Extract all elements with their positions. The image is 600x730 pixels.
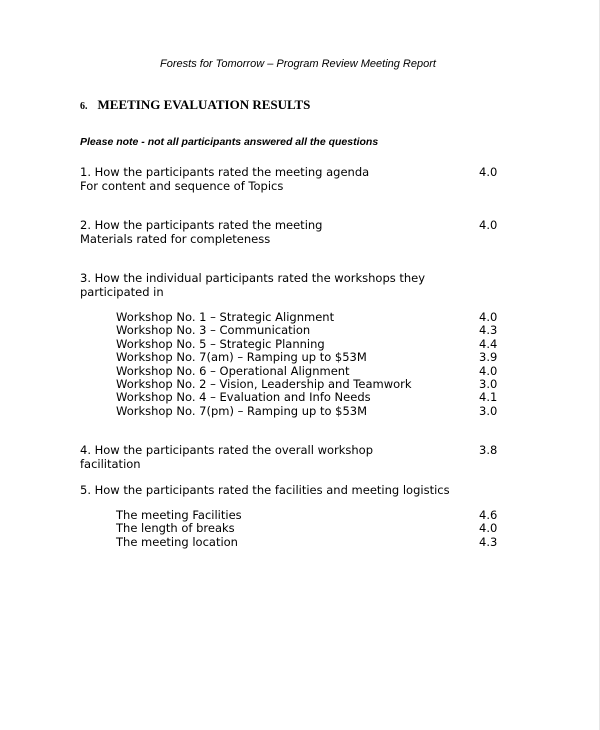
question-3-line-1: 3. How the individual participants rated the workshops they	[80, 271, 426, 285]
question-3-line-2: participated in	[80, 285, 164, 299]
workshop-label: Workshop No. 4 – Evaluation and Info Needs	[116, 390, 371, 405]
question-1-line-1: 1. How the participants rated the meeting agenda	[80, 165, 370, 179]
workshop-value: 3.0	[479, 377, 498, 391]
facility-label: The length of breaks	[116, 521, 235, 536]
question-4-line-1: 4. How the participants rated the overall workshop	[80, 443, 374, 457]
workshop-value: 3.0	[479, 403, 498, 418]
workshop-value: 4.3	[479, 323, 498, 338]
question-1-line-2: For content and sequence of Topics	[80, 179, 284, 193]
question-4-line-2: facilitation	[80, 457, 141, 471]
question-2-line-1: 2. How the participants rated the meeting	[80, 218, 323, 232]
workshop-label: Workshop No. 2 – Vision, Leadership and Teamwork	[116, 377, 412, 391]
workshop-value: 4.1	[479, 390, 498, 405]
facility-label: The meeting Facilities	[116, 508, 242, 522]
section-heading	[80, 97, 310, 114]
question-2-value: 4.0	[479, 218, 498, 232]
workshop-label: Workshop No. 5 – Strategic Planning	[116, 336, 325, 351]
workshop-value: 4.0	[479, 363, 498, 378]
question-4-value: 3.8	[479, 443, 498, 457]
facility-value: 4.0	[479, 521, 498, 536]
question-5-line-1: 5. How the participants rated the facilities and meeting logistics	[80, 483, 450, 497]
question-1-value: 4.0	[479, 165, 498, 179]
workshop-value: 3.9	[479, 350, 498, 365]
workshop-label: Workshop No. 1 – Strategic Alignment	[116, 310, 335, 324]
section-title: MEETING EVALUATION RESULTS	[97, 97, 311, 112]
workshop-label: Workshop No. 7(am) – Ramping up to $53M	[116, 350, 367, 365]
workshop-value: 4.4	[479, 336, 498, 351]
facility-value: 4.3	[479, 534, 498, 549]
report-header: Forests for Tomorrow – Program Review Meeting Report	[160, 58, 436, 70]
question-2-line-2: Materials rated for completeness	[80, 232, 271, 246]
facility-label: The meeting location	[116, 534, 238, 549]
workshop-label: Workshop No. 7(pm) – Ramping up to $53M	[116, 403, 368, 418]
section-number: 6.	[80, 101, 88, 112]
workshop-label: Workshop No. 3 – Communication	[116, 323, 311, 338]
workshop-value: 4.0	[479, 310, 498, 324]
workshop-label: Workshop No. 6 – Operational Alignment	[116, 363, 350, 378]
participants-note: Please note - not all participants answered all the questions	[80, 136, 379, 148]
facility-value: 4.6	[479, 508, 498, 522]
